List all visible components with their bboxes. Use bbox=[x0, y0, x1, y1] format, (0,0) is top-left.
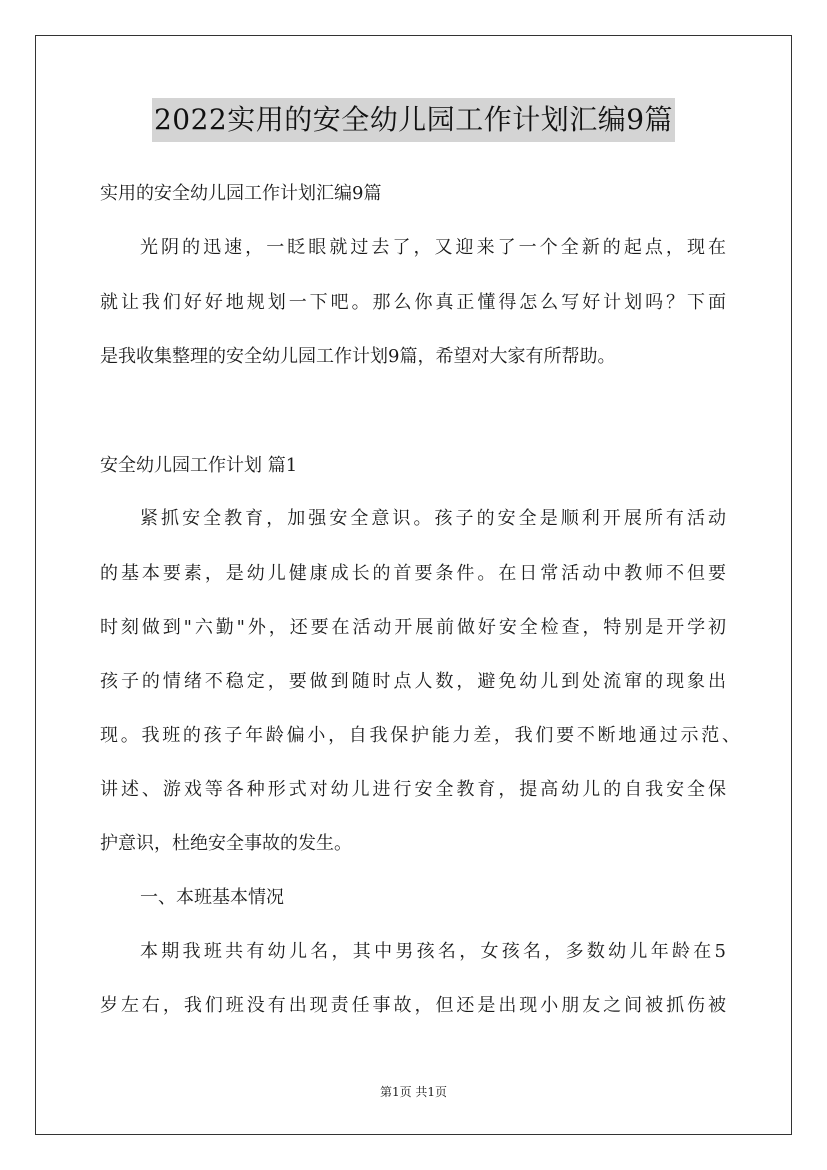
page-number: 第1页 共1页 bbox=[379, 1085, 448, 1099]
situation-line-2: 岁左右，我们班没有出现责任事故，但还是出现小朋友之间被抓伤被 bbox=[100, 995, 726, 1016]
intro-line-3: 是我收集整理的安全幼儿园工作计划9篇，希望对大家有所帮助。 bbox=[100, 346, 616, 367]
section-1-line-7: 护意识，杜绝安全事故的发生。 bbox=[100, 833, 352, 854]
situation-line-1: 本期我班共有幼儿名，其中男孩名，女孩名，多数幼儿年龄在5 bbox=[140, 941, 726, 962]
section-1-line-5: 现。我班的孩子年龄偏小，自我保护能力差，我们要不断地通过示范、 bbox=[100, 725, 740, 746]
document-subtitle: 实用的安全幼儿园工作计划汇编9篇 bbox=[100, 183, 382, 204]
intro-line-1: 光阴的迅速，一眨眼就过去了，又迎来了一个全新的起点，现在 bbox=[140, 237, 726, 258]
document-title-block bbox=[0, 98, 827, 142]
section-1-line-1: 紧抓安全教育，加强安全意识。孩子的安全是顺利开展所有活动 bbox=[140, 508, 726, 529]
intro-line-2: 就让我们好好地规划一下吧。那么你真正懂得怎么写好计划吗？下面 bbox=[100, 292, 726, 313]
document-title: 2022实用的安全幼儿园工作计划汇编9篇 bbox=[152, 98, 675, 142]
section-1-line-2: 的基本要素，是幼儿健康成长的首要条件。在日常活动中教师不但要 bbox=[100, 563, 726, 584]
subheading-basic-situation: 一、本班基本情况 bbox=[140, 887, 284, 908]
section-1-line-6: 讲述、游戏等各种形式对幼儿进行安全教育，提高幼儿的自我安全保 bbox=[100, 779, 726, 800]
page-footer bbox=[0, 1084, 827, 1100]
section-1-line-3: 时刻做到"六勤"外，还要在活动开展前做好安全检查，特别是开学初 bbox=[100, 617, 726, 638]
section-1-line-4: 孩子的情绪不稳定，要做到随时点人数，避免幼儿到处流窜的现象出 bbox=[100, 671, 726, 692]
section-1-heading: 安全幼儿园工作计划 篇1 bbox=[100, 455, 298, 476]
